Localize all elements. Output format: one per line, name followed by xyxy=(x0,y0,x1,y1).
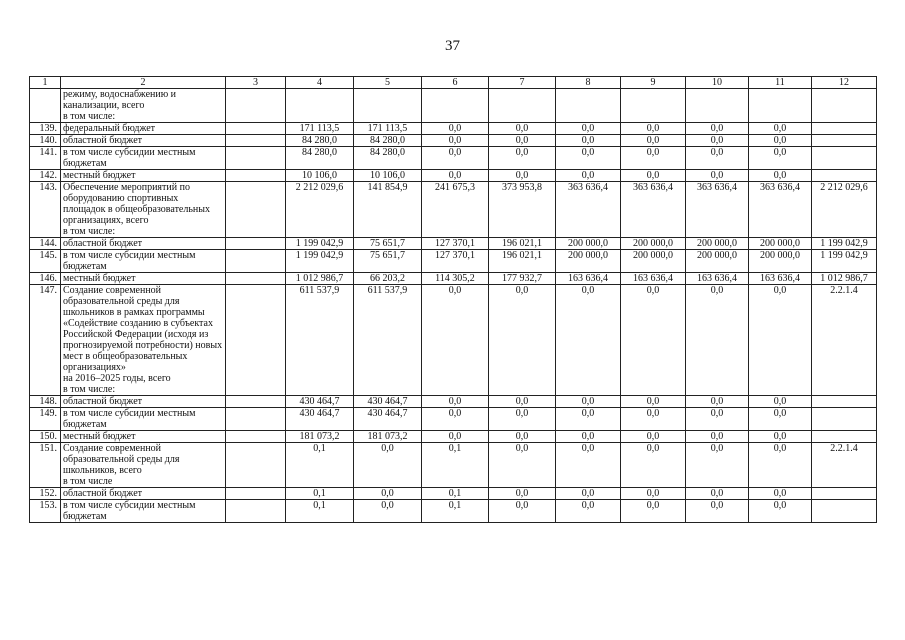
cell-col-10: 0,0 xyxy=(686,488,749,500)
cell-col-10: 363 636,4 xyxy=(686,182,749,238)
cell-col-12 xyxy=(812,396,877,408)
row-name: в том числе субсидии местным бюджетам xyxy=(61,250,226,273)
cell-col-4: 0,1 xyxy=(286,488,354,500)
row-number: 146. xyxy=(30,273,61,285)
row-name: режиму, водоснабжению и канализации, всего в том числе: xyxy=(61,89,226,123)
cell-col-3 xyxy=(226,488,286,500)
cell-col-8: 0,0 xyxy=(556,431,621,443)
cell-col-10: 0,0 xyxy=(686,123,749,135)
row-number: 142. xyxy=(30,170,61,182)
column-header-4: 4 xyxy=(286,77,354,89)
cell-col-6: 0,0 xyxy=(422,135,489,147)
table-row xyxy=(30,500,877,523)
cell-col-11: 0,0 xyxy=(749,147,812,170)
cell-col-7: 196 021,1 xyxy=(489,250,556,273)
cell-col-5: 84 280,0 xyxy=(354,135,422,147)
cell-col-5 xyxy=(354,89,422,123)
row-number: 141. xyxy=(30,147,61,170)
table-row xyxy=(30,182,877,238)
cell-col-11: 0,0 xyxy=(749,488,812,500)
cell-col-3 xyxy=(226,431,286,443)
cell-col-11: 0,0 xyxy=(749,431,812,443)
cell-col-9: 0,0 xyxy=(621,170,686,182)
cell-col-7: 373 953,8 xyxy=(489,182,556,238)
cell-col-10: 0,0 xyxy=(686,408,749,431)
row-number: 153. xyxy=(30,500,61,523)
cell-col-8: 0,0 xyxy=(556,488,621,500)
cell-col-11: 0,0 xyxy=(749,396,812,408)
cell-col-12: 1 199 042,9 xyxy=(812,250,877,273)
cell-col-7: 0,0 xyxy=(489,408,556,431)
cell-col-10: 0,0 xyxy=(686,431,749,443)
cell-col-5: 0,0 xyxy=(354,443,422,488)
column-header-2: 2 xyxy=(61,77,226,89)
cell-col-5: 181 073,2 xyxy=(354,431,422,443)
cell-col-11: 0,0 xyxy=(749,170,812,182)
cell-col-7: 0,0 xyxy=(489,170,556,182)
table-row xyxy=(30,431,877,443)
cell-col-7: 0,0 xyxy=(489,500,556,523)
header-row xyxy=(30,77,877,89)
row-name: в том числе субсидии местным бюджетам xyxy=(61,147,226,170)
column-header-8: 8 xyxy=(556,77,621,89)
cell-col-4: 84 280,0 xyxy=(286,147,354,170)
table-row xyxy=(30,443,877,488)
cell-col-5: 171 113,5 xyxy=(354,123,422,135)
cell-col-7: 177 932,7 xyxy=(489,273,556,285)
row-number: 139. xyxy=(30,123,61,135)
cell-col-11: 363 636,4 xyxy=(749,182,812,238)
cell-col-11: 0,0 xyxy=(749,135,812,147)
row-name: Обеспечение мероприятий по оборудованию спортивных площадок в общеобразовательных организациях, всего в том числе: xyxy=(61,182,226,238)
cell-col-12 xyxy=(812,488,877,500)
cell-col-3 xyxy=(226,238,286,250)
column-header-6: 6 xyxy=(422,77,489,89)
cell-col-4: 430 464,7 xyxy=(286,408,354,431)
cell-col-11: 0,0 xyxy=(749,500,812,523)
cell-col-8: 363 636,4 xyxy=(556,182,621,238)
cell-col-4 xyxy=(286,89,354,123)
cell-col-10: 0,0 xyxy=(686,170,749,182)
cell-col-8: 0,0 xyxy=(556,285,621,396)
cell-col-8: 200 000,0 xyxy=(556,238,621,250)
cell-col-5: 430 464,7 xyxy=(354,408,422,431)
cell-col-8: 0,0 xyxy=(556,123,621,135)
table-row xyxy=(30,89,877,123)
cell-col-6: 114 305,2 xyxy=(422,273,489,285)
cell-col-4: 171 113,5 xyxy=(286,123,354,135)
cell-col-12: 2 212 029,6 xyxy=(812,182,877,238)
table-row xyxy=(30,147,877,170)
cell-col-4: 1 199 042,9 xyxy=(286,238,354,250)
cell-col-12 xyxy=(812,147,877,170)
cell-col-9: 0,0 xyxy=(621,431,686,443)
cell-col-9: 0,0 xyxy=(621,396,686,408)
cell-col-3 xyxy=(226,408,286,431)
table-row xyxy=(30,488,877,500)
cell-col-11: 200 000,0 xyxy=(749,250,812,273)
cell-col-7: 0,0 xyxy=(489,147,556,170)
cell-col-12: 2.2.1.4 xyxy=(812,443,877,488)
cell-col-12: 2.2.1.4 xyxy=(812,285,877,396)
cell-col-9: 0,0 xyxy=(621,285,686,396)
cell-col-11: 0,0 xyxy=(749,123,812,135)
cell-col-9: 0,0 xyxy=(621,147,686,170)
cell-col-3 xyxy=(226,123,286,135)
cell-col-6: 127 370,1 xyxy=(422,250,489,273)
table-row xyxy=(30,170,877,182)
row-name: местный бюджет xyxy=(61,431,226,443)
row-name: Создание современной образовательной среды для школьников в рамках программы «Содействие созданию в субъектах Российской Федерации (исходя из прогнозируемой потребности) новых мест в общеобразовательных организациях» на 2016–2025 годы, всего в том числе: xyxy=(61,285,226,396)
row-number: 152. xyxy=(30,488,61,500)
page-number: 37 xyxy=(445,38,460,54)
cell-col-3 xyxy=(226,135,286,147)
cell-col-3 xyxy=(226,396,286,408)
table-row xyxy=(30,396,877,408)
cell-col-12 xyxy=(812,89,877,123)
column-header-10: 10 xyxy=(686,77,749,89)
table-row xyxy=(30,250,877,273)
column-header-12: 12 xyxy=(812,77,877,89)
cell-col-9: 0,0 xyxy=(621,408,686,431)
table-row xyxy=(30,408,877,431)
cell-col-8: 0,0 xyxy=(556,408,621,431)
cell-col-9: 0,0 xyxy=(621,488,686,500)
row-name: Создание современной образовательной среды для школьников, всего в том числе xyxy=(61,443,226,488)
cell-col-7: 0,0 xyxy=(489,396,556,408)
cell-col-6: 241 675,3 xyxy=(422,182,489,238)
column-header-1: 1 xyxy=(30,77,61,89)
table-row xyxy=(30,285,877,396)
row-name: областной бюджет xyxy=(61,396,226,408)
cell-col-7: 0,0 xyxy=(489,431,556,443)
cell-col-12 xyxy=(812,408,877,431)
cell-col-4: 611 537,9 xyxy=(286,285,354,396)
cell-col-6: 0,1 xyxy=(422,443,489,488)
cell-col-3 xyxy=(226,147,286,170)
cell-col-5: 141 854,9 xyxy=(354,182,422,238)
column-header-11: 11 xyxy=(749,77,812,89)
cell-col-11: 200 000,0 xyxy=(749,238,812,250)
cell-col-4: 0,1 xyxy=(286,500,354,523)
cell-col-8: 0,0 xyxy=(556,443,621,488)
cell-col-9: 0,0 xyxy=(621,135,686,147)
cell-col-7: 0,0 xyxy=(489,135,556,147)
cell-col-5: 66 203,2 xyxy=(354,273,422,285)
cell-col-8: 200 000,0 xyxy=(556,250,621,273)
cell-col-9: 0,0 xyxy=(621,443,686,488)
row-number: 149. xyxy=(30,408,61,431)
cell-col-3 xyxy=(226,182,286,238)
cell-col-5: 84 280,0 xyxy=(354,147,422,170)
cell-col-6: 0,0 xyxy=(422,147,489,170)
column-header-3: 3 xyxy=(226,77,286,89)
cell-col-7: 0,0 xyxy=(489,123,556,135)
cell-col-5: 10 106,0 xyxy=(354,170,422,182)
cell-col-5: 430 464,7 xyxy=(354,396,422,408)
cell-col-12 xyxy=(812,170,877,182)
cell-col-7: 0,0 xyxy=(489,488,556,500)
cell-col-10: 0,0 xyxy=(686,147,749,170)
cell-col-12: 1 199 042,9 xyxy=(812,238,877,250)
column-header-5: 5 xyxy=(354,77,422,89)
table-row xyxy=(30,135,877,147)
cell-col-7 xyxy=(489,89,556,123)
cell-col-4: 84 280,0 xyxy=(286,135,354,147)
cell-col-11: 0,0 xyxy=(749,443,812,488)
cell-col-3 xyxy=(226,250,286,273)
cell-col-6: 0,0 xyxy=(422,431,489,443)
cell-col-8: 0,0 xyxy=(556,500,621,523)
cell-col-6: 127 370,1 xyxy=(422,238,489,250)
cell-col-3 xyxy=(226,170,286,182)
cell-col-7: 0,0 xyxy=(489,285,556,396)
cell-col-3 xyxy=(226,273,286,285)
row-number: 147. xyxy=(30,285,61,396)
table-row xyxy=(30,238,877,250)
cell-col-9: 200 000,0 xyxy=(621,238,686,250)
row-number: 151. xyxy=(30,443,61,488)
cell-col-6: 0,0 xyxy=(422,285,489,396)
cell-col-10: 163 636,4 xyxy=(686,273,749,285)
table-row xyxy=(30,273,877,285)
cell-col-8: 163 636,4 xyxy=(556,273,621,285)
cell-col-11: 0,0 xyxy=(749,408,812,431)
cell-col-9: 163 636,4 xyxy=(621,273,686,285)
budget-table xyxy=(29,76,877,523)
cell-col-9: 0,0 xyxy=(621,123,686,135)
row-name: областной бюджет xyxy=(61,135,226,147)
cell-col-8: 0,0 xyxy=(556,170,621,182)
cell-col-9: 0,0 xyxy=(621,500,686,523)
row-name: областной бюджет xyxy=(61,488,226,500)
cell-col-12: 1 012 986,7 xyxy=(812,273,877,285)
row-number: 145. xyxy=(30,250,61,273)
row-number: 140. xyxy=(30,135,61,147)
cell-col-9: 200 000,0 xyxy=(621,250,686,273)
cell-col-9: 363 636,4 xyxy=(621,182,686,238)
column-header-9: 9 xyxy=(621,77,686,89)
cell-col-3 xyxy=(226,443,286,488)
row-name: в том числе субсидии местным бюджетам xyxy=(61,500,226,523)
cell-col-11: 163 636,4 xyxy=(749,273,812,285)
cell-col-4: 1 199 042,9 xyxy=(286,250,354,273)
cell-col-4: 0,1 xyxy=(286,443,354,488)
cell-col-6: 0,0 xyxy=(422,123,489,135)
column-header-7: 7 xyxy=(489,77,556,89)
cell-col-4: 181 073,2 xyxy=(286,431,354,443)
cell-col-6: 0,1 xyxy=(422,500,489,523)
cell-col-10: 0,0 xyxy=(686,135,749,147)
table-row xyxy=(30,123,877,135)
cell-col-3 xyxy=(226,500,286,523)
cell-col-8: 0,0 xyxy=(556,396,621,408)
cell-col-6: 0,0 xyxy=(422,170,489,182)
cell-col-8: 0,0 xyxy=(556,135,621,147)
cell-col-6: 0,0 xyxy=(422,396,489,408)
cell-col-11: 0,0 xyxy=(749,285,812,396)
row-name: в том числе субсидии местным бюджетам xyxy=(61,408,226,431)
cell-col-12 xyxy=(812,431,877,443)
cell-col-6: 0,1 xyxy=(422,488,489,500)
cell-col-3 xyxy=(226,89,286,123)
cell-col-10 xyxy=(686,89,749,123)
cell-col-4: 430 464,7 xyxy=(286,396,354,408)
cell-col-7: 196 021,1 xyxy=(489,238,556,250)
cell-col-5: 0,0 xyxy=(354,488,422,500)
cell-col-5: 75 651,7 xyxy=(354,250,422,273)
cell-col-10: 200 000,0 xyxy=(686,250,749,273)
row-number: 148. xyxy=(30,396,61,408)
cell-col-10: 0,0 xyxy=(686,443,749,488)
cell-col-4: 2 212 029,6 xyxy=(286,182,354,238)
cell-col-8: 0,0 xyxy=(556,147,621,170)
cell-col-6: 0,0 xyxy=(422,408,489,431)
cell-col-11 xyxy=(749,89,812,123)
cell-col-3 xyxy=(226,285,286,396)
cell-col-8 xyxy=(556,89,621,123)
cell-col-10: 0,0 xyxy=(686,285,749,396)
row-name: федеральный бюджет xyxy=(61,123,226,135)
cell-col-10: 0,0 xyxy=(686,396,749,408)
cell-col-4: 1 012 986,7 xyxy=(286,273,354,285)
cell-col-4: 10 106,0 xyxy=(286,170,354,182)
row-number xyxy=(30,89,61,123)
cell-col-12 xyxy=(812,135,877,147)
cell-col-5: 75 651,7 xyxy=(354,238,422,250)
cell-col-10: 200 000,0 xyxy=(686,238,749,250)
cell-col-5: 611 537,9 xyxy=(354,285,422,396)
row-name: местный бюджет xyxy=(61,273,226,285)
cell-col-6 xyxy=(422,89,489,123)
cell-col-10: 0,0 xyxy=(686,500,749,523)
row-name: местный бюджет xyxy=(61,170,226,182)
row-number: 143. xyxy=(30,182,61,238)
cell-col-5: 0,0 xyxy=(354,500,422,523)
cell-col-12 xyxy=(812,123,877,135)
cell-col-7: 0,0 xyxy=(489,443,556,488)
row-name: областной бюджет xyxy=(61,238,226,250)
row-number: 150. xyxy=(30,431,61,443)
cell-col-12 xyxy=(812,500,877,523)
row-number: 144. xyxy=(30,238,61,250)
cell-col-9 xyxy=(621,89,686,123)
